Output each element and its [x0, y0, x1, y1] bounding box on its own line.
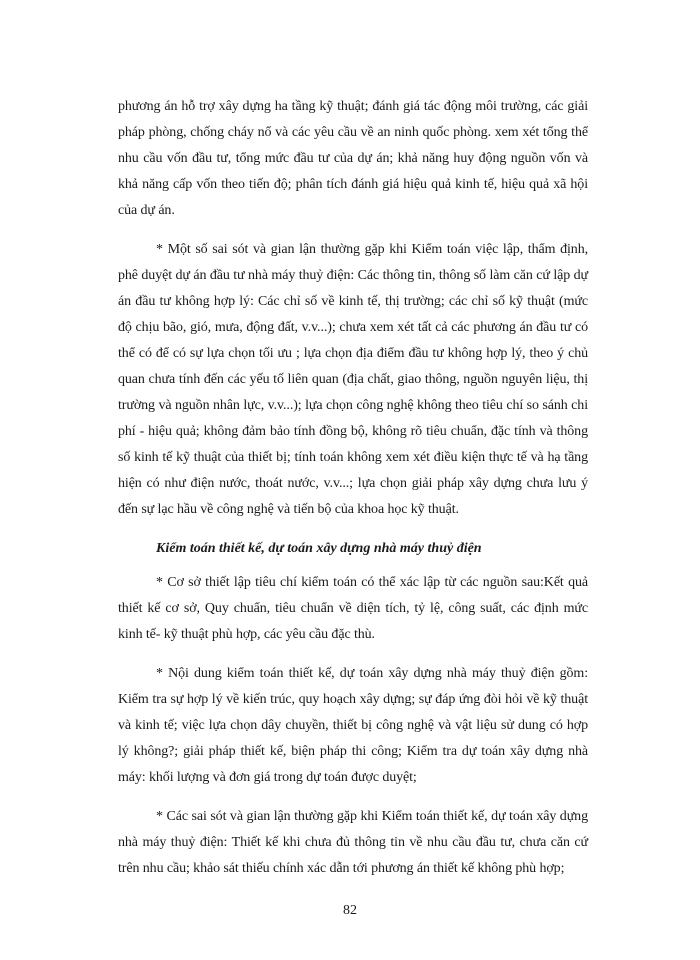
document-body: [118, 94, 588, 895]
section-heading: Kiểm toán thiết kế, dự toán xây dựng nhà máy thuỷ điện: [156, 541, 482, 556]
paragraph-errors-project-approval: * Một số sai sót và gian lận thường gặp khi Kiểm toán việc lập, thẩm định, phê duyệt dự án đầu tư nhà máy thuỷ điện: Các thông tin, thông số làm căn cứ lập dự án đầu tư không hợp lý: Các chỉ số về kinh tế, thị trường; các chỉ số kỹ thuật (mức độ chịu bão, gió, mưa, động đất, v.v...); chưa xem xét tất cả các phương án đầu tư có thể có để có sự lựa chọn tối ưu ; lựa chọn địa điểm đầu tư không hợp lý, theo ý chủ quan chưa tính đến các yếu tố liên quan (địa chất, giao thông, nguồn nguyên liệu, thị trường và nguồn nhân lực, v.v...); lựa chọn công nghệ không theo tiêu chí so sánh chi phí - hiệu quả; không đảm bảo tính đồng bộ, không rõ tiêu chuẩn, đặc tính và thông số kinh tế kỹ thuật của thiết bị; tính toán không xem xét điều kiện thực tế và hạ tầng hiện có như điện nước, thoát nước, v.v...; lựa chọn giải pháp xây dựng chưa lưu ý đến sự lạc hầu về công nghệ và tiến bộ của khoa học kỹ thuật.: [118, 242, 588, 517]
paragraph-audit-criteria: * Cơ sở thiết lập tiêu chí kiểm toán có thể xác lập từ các nguồn sau:Kết quả thiết kế cơ sở, Quy chuẩn, tiêu chuẩn về diện tích, tỷ lệ, công suất, các định mức kinh tế- kỹ thuật phù hợp, các yêu cầu đặc thù.: [118, 575, 588, 642]
paragraph-errors-design: * Các sai sót và gian lận thường gặp khi Kiểm toán thiết kế, dự toán xây dựng nhà máy thuỷ điện: Thiết kế khi chưa đủ thông tin về nhu cầu đầu tư, chưa căn cứ trên nhu cầu; khảo sát thiếu chính xác dẫn tới phương án thiết kế không phù hợp;: [118, 809, 588, 876]
page-number: 82: [343, 903, 357, 918]
paragraph-audit-content: * Nội dung kiểm toán thiết kế, dự toán xây dựng nhà máy thuỷ điện gồm: Kiểm tra sự hợp lý về kiến trúc, quy hoạch xây dựng; sự đáp ứng đòi hỏi về kỹ thuật và kinh tế; việc lựa chọn dây chuyền, thiết bị công nghệ và vật liệu sử dung có hợp lý không?; giải pháp thiết kế, biện pháp thi công; Kiểm tra dự toán xây dựng nhà máy: khối lượng và đơn giá trong dự toán được duyệt;: [118, 666, 588, 785]
paragraph-continuation: phương án hỗ trợ xây dựng ha tầng kỹ thuật; đánh giá tác động môi trường, các giải pháp phòng, chống cháy nổ và các yêu cầu về an ninh quốc phòng. xem xét tổng thể nhu cầu vốn đầu tư, tổng mức đầu tư của dự án; khả năng huy động nguồn vốn và khả năng cấp vốn theo tiến độ; phân tích đánh giá hiệu quả kinh tế, hiệu quả xã hội của dự án.: [118, 99, 588, 218]
